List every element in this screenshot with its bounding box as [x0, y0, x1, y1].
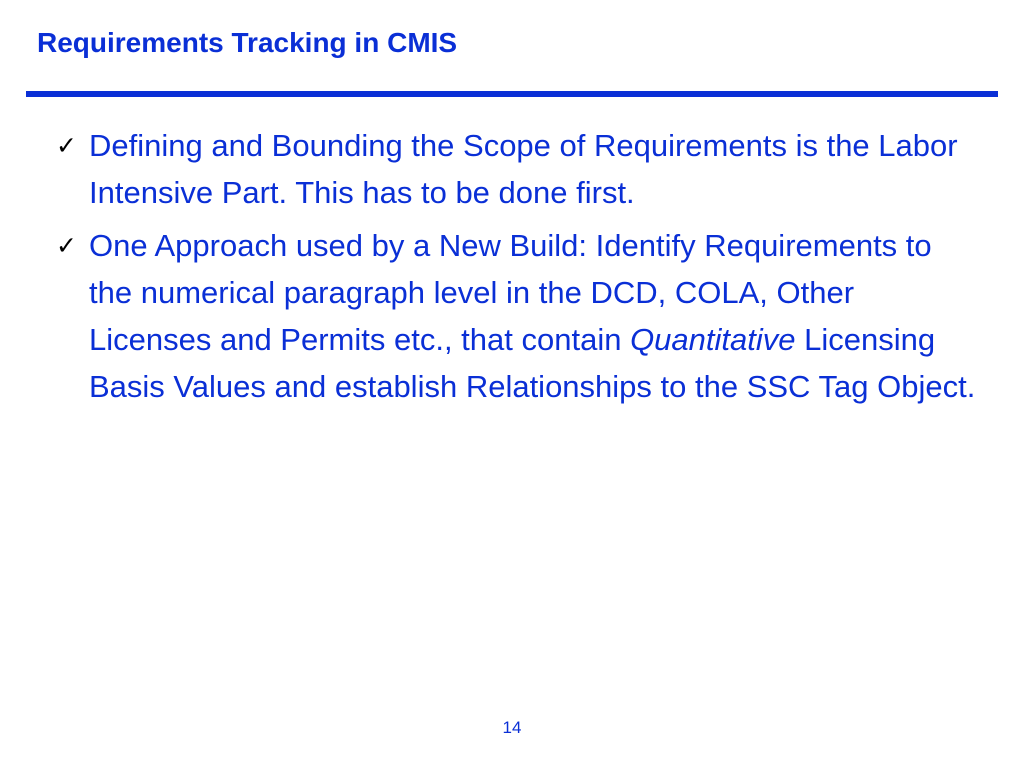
bullet-text: Defining and Bounding the Scope of Requirements is the Labor Intensive Part. This has to be done first.	[89, 128, 958, 210]
bullet-text-emphasis: Quantitative	[630, 322, 796, 357]
bullet-item	[56, 222, 986, 410]
bullet-list	[56, 122, 986, 416]
bullet-text	[89, 222, 979, 410]
bullet-text-part: Licensing Basis Values and establish Relationships to the SSC Tag Object.	[89, 322, 976, 404]
bullet-item	[56, 122, 986, 216]
check-mark-icon: ✓	[56, 231, 77, 260]
bullet-text-part: One Approach used by a New Build: Identify Requirements to the numerical paragraph level in the DCD, COLA, Other Licenses and Permits etc., that contain	[89, 228, 932, 357]
check-mark-icon: ✓	[56, 131, 77, 160]
slide-title: Requirements Tracking in CMIS	[37, 27, 458, 58]
title-divider	[26, 91, 998, 97]
page-number: 14	[502, 718, 522, 737]
